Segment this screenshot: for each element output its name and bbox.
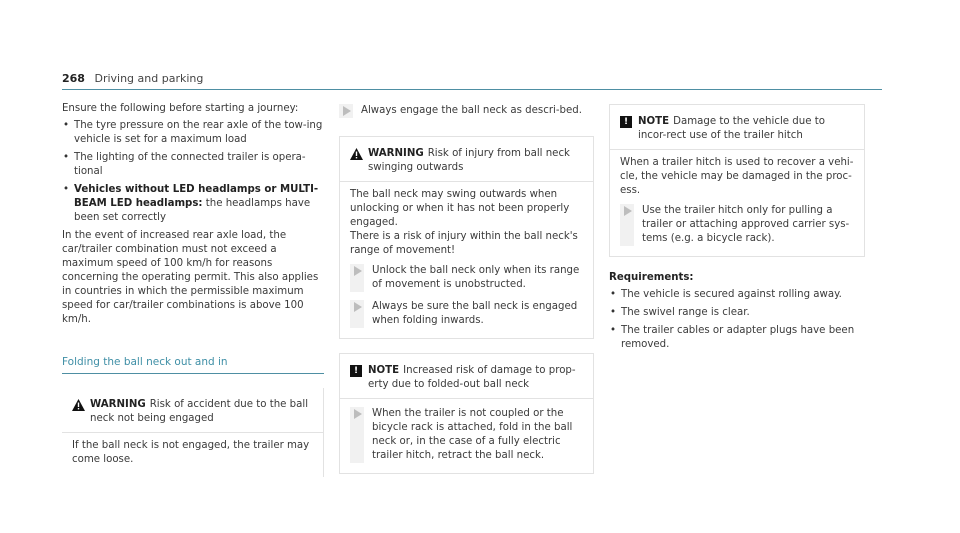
note-label: NOTE	[368, 365, 400, 376]
note-body	[340, 399, 593, 473]
instruction-step	[620, 204, 854, 246]
note-text: When a trailer hitch is used to recover a vehi-cle, the vehicle may be damaged in the proc-ess.	[620, 157, 854, 196]
exclamation-icon: !	[620, 116, 632, 128]
exclamation-icon: !	[350, 365, 362, 377]
list-item: • The lighting of the connected trailer is opera-tional	[62, 151, 324, 179]
requirements-title: Requirements:	[609, 272, 694, 283]
step-text: Use the trailer hitch only for pulling a trailer or attaching approved carrier sys-tems (e.g. a bicycle rack).	[642, 205, 850, 244]
warning-label: WARNING	[90, 399, 146, 410]
arrow-icon	[354, 409, 362, 419]
warning-title: Risk of injury from ball neck swinging outwards	[368, 148, 570, 173]
page-header	[62, 72, 203, 85]
section-title: Folding the ball neck out and in	[62, 355, 324, 374]
note-box-ball-neck	[339, 353, 594, 474]
arrow-icon	[354, 266, 362, 276]
warning-header	[340, 137, 593, 181]
list-item: • The trailer cables or adapter plugs have been removed.	[609, 324, 865, 352]
warning-text: The ball neck may swing outwards when unlocking or when it has not been properly engaged.	[350, 189, 570, 228]
list-item: • The tyre pressure on the rear axle of the tow-ing vehicle is set for a maximum load	[62, 119, 324, 147]
step-text: When the trailer is not coupled or the bicycle rack is attached, fold in the ball neck or, in the case of a fully electric trailer hitch, retract the ball neck.	[372, 408, 573, 461]
requirements-list	[609, 288, 865, 352]
instruction-step	[350, 300, 583, 328]
condition-text: the headlamps have been set correctly	[74, 198, 311, 223]
list-item: • The vehicle is secured against rolling away.	[609, 288, 865, 302]
note-body	[610, 150, 864, 256]
warning-label: WARNING	[368, 148, 424, 159]
instruction-step	[339, 104, 594, 118]
section-name: Driving and parking	[94, 72, 204, 85]
arrow-icon	[343, 106, 351, 116]
warning-triangle-icon	[350, 148, 363, 165]
header-divider	[62, 89, 882, 90]
column-3	[609, 104, 865, 356]
note-label: NOTE	[638, 116, 670, 127]
warning-box-accident	[62, 388, 324, 477]
note-box-trailer-hitch	[609, 104, 865, 257]
instruction-step	[350, 264, 583, 292]
note-title: Damage to the vehicle due to incor-rect use of the trailer hitch	[638, 116, 825, 141]
warning-text: There is a risk of injury within the ball neck's range of movement!	[350, 231, 578, 256]
step-text: Unlock the ball neck only when its range of movement is unobstructed.	[372, 265, 580, 290]
speed-paragraph: In the event of increased rear axle load, the car/trailer combination must not exceed a maximum speed of 100 km/h for reasons concerning the operating permit. This also applies in countries in which the permissible maximum speed for car/trailer combinations is above 100 km/h.	[62, 230, 319, 325]
note-header	[340, 354, 593, 398]
step-text: Always engage the ball neck as descri-bed.	[361, 105, 582, 116]
arrow-icon	[354, 302, 362, 312]
warning-header	[62, 388, 323, 432]
column-1	[62, 102, 324, 477]
note-header	[610, 105, 864, 149]
step-text: Always be sure the ball neck is engaged when folding inwards.	[372, 301, 578, 326]
warning-triangle-icon	[72, 399, 85, 416]
checklist	[62, 119, 324, 225]
column-2	[339, 104, 594, 474]
intro-text: Ensure the following before starting a journey:	[62, 103, 299, 114]
list-item	[62, 183, 324, 225]
list-item: • The swivel range is clear.	[609, 306, 865, 320]
condition-lead: Vehicles without LED headlamps or MULTI-BEAM LED headlamps:	[74, 184, 319, 209]
instruction-step	[350, 407, 583, 463]
warning-body: If the ball neck is not engaged, the trailer may come loose.	[72, 440, 310, 465]
page-number: 268	[62, 72, 85, 85]
arrow-icon	[624, 206, 632, 216]
note-title: Increased risk of damage to prop-erty due to folded-out ball neck	[368, 365, 576, 390]
warning-box-injury	[339, 136, 594, 339]
warning-title: Risk of accident due to the ball neck not being engaged	[90, 399, 309, 424]
warning-body	[340, 182, 593, 338]
